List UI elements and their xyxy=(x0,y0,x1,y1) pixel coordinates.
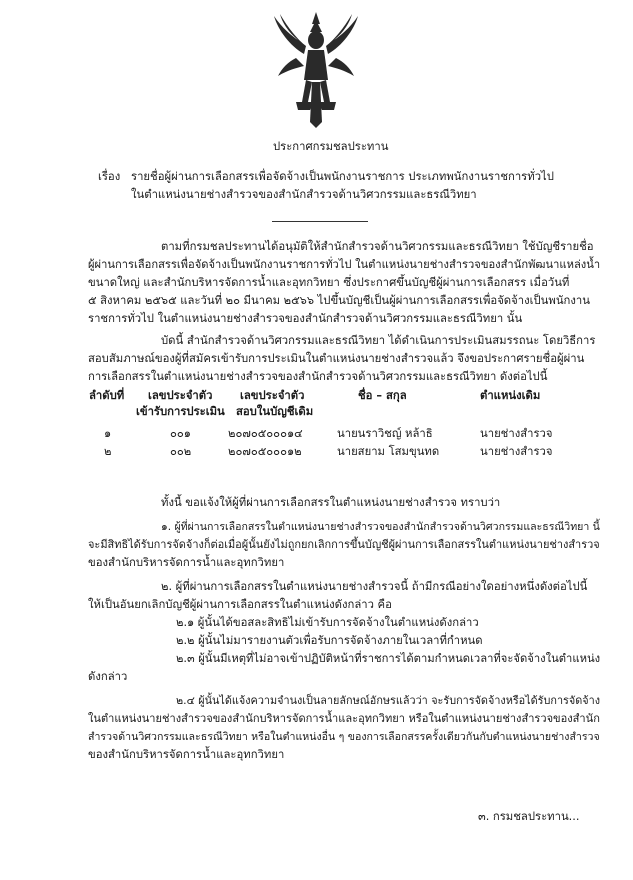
col-header-position: ตำแหน่งเดิม xyxy=(480,389,541,402)
sub-item-2-4-cont: สำรวจด้านวิศวกรรมและธรณีวิทยา หรือในตำแหน่งอื่น ๆ ของการเลือกสรรครั้งเดียวกันกับตำแหน่งนายช่างสำรวจ xyxy=(88,731,600,743)
table-cell-name: นายนราวิชญ์ หล้าธิ xyxy=(337,427,433,440)
sub-item-2-3: ๒.๓ ผู้นั้นมีเหตุที่ไม่อาจเข้าปฏิบัติหน้าที่ราชการได้ตามกำหนดเวลาที่จะจัดจ้างในตำแหน่ง xyxy=(176,652,601,665)
para2-line: บัดนี้ สำนักสำรวจด้านวิศวกรรมและธรณีวิทยา ได้ดำเนินการประเมินสมรรถนะ โดยวิธีการ xyxy=(161,334,596,347)
table-cell-eval-id: ๐๐๑ xyxy=(170,427,191,440)
table-cell-position: นายช่างสำรวจ xyxy=(480,427,553,440)
para1-line: ขนาดใหญ่ และสำนักบริหารจัดการน้ำและอุทกวิทยา ซึ่งประกาศขึ้นบัญชีผู้ผ่านการเลือกสรร เมื่อวันที่ xyxy=(88,276,570,289)
garuda-emblem xyxy=(268,10,364,128)
item1-line: ของสำนักบริหารจัดการน้ำและอุทกวิทยา xyxy=(88,556,285,569)
sub-item-2-4-cont: ในตำแหน่งนายช่างสำรวจของสำนักบริหารจัดการน้ำและอุทกวิทยา หรือในตำแหน่งนายช่างสำรวจของสำนัก xyxy=(88,712,600,725)
table-cell-exam-id: ๒๐๗๐๕๐๐๐๑๒ xyxy=(228,445,302,458)
col-header-name: ชื่อ – สกุล xyxy=(358,389,407,402)
subject-line-1: รายชื่อผู้ผ่านการเลือกสรรเพื่อจัดจ้างเป็นพนักงานราชการ ประเภทพนักงานราชการทั่วไป xyxy=(131,170,554,183)
sub-item-2-1: ๒.๑ ผู้นั้นได้ขอสละสิทธิไม่เข้ารับการจัดจ้างในตำแหน่งดังกล่าว xyxy=(176,616,479,629)
page-continuation: ๓. กรมชลประทาน... xyxy=(478,810,580,823)
sub-item-2-4-cont: ของสำนักบริหารจัดการน้ำและอุทกวิทยา xyxy=(88,748,285,761)
para2-line: การเลือกสรรในตำแหน่งนายช่างสำรวจของสำนักสำรวจด้านวิศวกรรมและธรณีวิทยา ดังต่อไปนี้ xyxy=(88,370,548,383)
para2-line: สอบสัมภาษณ์ของผู้ที่สมัครเข้ารับการประเมินในตำแหน่งนายช่างสำรวจแล้ว จึงขอประกาศรายชื่อผู้ผ่าน xyxy=(88,352,585,365)
para1-line: ราชการทั่วไป ในตำแหน่งนายช่างสำรวจของสำนักสำรวจด้านวิศวกรรมและธรณีวิทยา นั้น xyxy=(88,312,523,325)
col-header-order: ลำดับที่ xyxy=(89,389,125,402)
item2-line: ให้เป็นอันยกเลิกบัญชีผู้ผ่านการเลือกสรรในตำแหน่งดังกล่าว คือ xyxy=(88,598,392,611)
table-cell-order: ๑ xyxy=(104,427,112,440)
col-header-exam-id-2: สอบในบัญชีเดิม xyxy=(236,405,314,418)
item1-line: จะมีสิทธิได้รับการจัดจ้างก็ต่อเมื่อผู้นั้นยังไม่ถูกยกเลิกการขึ้นบัญชีผู้ผ่านการเลือกสรรในตำแหน่งนายช่างสำรวจ xyxy=(88,538,600,551)
para1-line: ตามที่กรมชลประทานได้อนุมัติให้สำนักสำรวจด้านวิศวกรรมและธรณีวิทยา ใช้บัญชีรายชื่อ xyxy=(161,240,594,253)
sub-item-2-3-cont: ดังกล่าว xyxy=(88,670,128,683)
col-header-eval-id: เลขประจำตัว xyxy=(148,389,213,402)
table-cell-order: ๒ xyxy=(104,445,112,458)
table-cell-exam-id: ๒๐๗๐๕๐๐๐๑๔ xyxy=(228,427,303,440)
table-cell-position: นายช่างสำรวจ xyxy=(480,445,553,458)
para1-line: ๕ สิงหาคม ๒๕๖๕ และวันที่ ๒๐ มีนาคม ๒๕๖๖ ไปขึ้นบัญชีเป็นผู้ผ่านการเลือกสรรเพื่อจัดจ้างเป็นพนักงาน xyxy=(88,294,590,307)
para1-line: ผู้ผ่านการเลือกสรรเพื่อจัดจ้างเป็นพนักงานราชการทั่วไป ในตำแหน่งนายช่างสำรวจของสำนักพัฒนาแหล่งน้ำ xyxy=(88,258,601,271)
issuer-title: ประกาศกรมชลประทาน xyxy=(273,140,389,153)
subject-line-2: ในตำแหน่งนายช่างสำรวจของสำนักสำรวจด้านวิศวกรรมและธรณีวิทยา xyxy=(131,188,477,201)
divider-line xyxy=(272,221,368,222)
col-header-eval-id-2: เข้ารับการประเมิน xyxy=(136,405,225,418)
notice-intro: ทั้งนี้ ขอแจ้งให้ผู้ที่ผ่านการเลือกสรรในตำแหน่งนายช่างสำรวจ ทราบว่า xyxy=(161,496,501,509)
item1-line: ๑. ผู้ที่ผ่านการเลือกสรรในตำแหน่งนายช่างสำรวจของสำนักสำรวจด้านวิศวกรรมและธรณีวิทยา นี้ xyxy=(161,521,600,533)
table-cell-eval-id: ๐๐๒ xyxy=(170,445,192,458)
sub-item-2-2: ๒.๒ ผู้นั้นไม่มารายงานตัวเพื่อรับการจัดจ้างภายในเวลาที่กำหนด xyxy=(176,634,483,647)
sub-item-2-4: ๒.๔ ผู้นั้นได้แจ้งความจำนงเป็นลายลักษณ์อักษรแล้วว่า จะรับการจัดจ้างหรือได้รับการจัดจ้าง xyxy=(176,694,600,707)
subject-label: เรื่อง xyxy=(98,170,121,183)
item2-line: ๒. ผู้ที่ผ่านการเลือกสรรในตำแหน่งนายช่างสำรวจนี้ ถ้ามีกรณีอย่างใดอย่างหนึ่งดังต่อไปนี้ xyxy=(161,580,588,593)
table-cell-name: นายสยาม โสมขุนทด xyxy=(337,445,440,458)
col-header-exam-id: เลขประจำตัว xyxy=(240,389,305,402)
